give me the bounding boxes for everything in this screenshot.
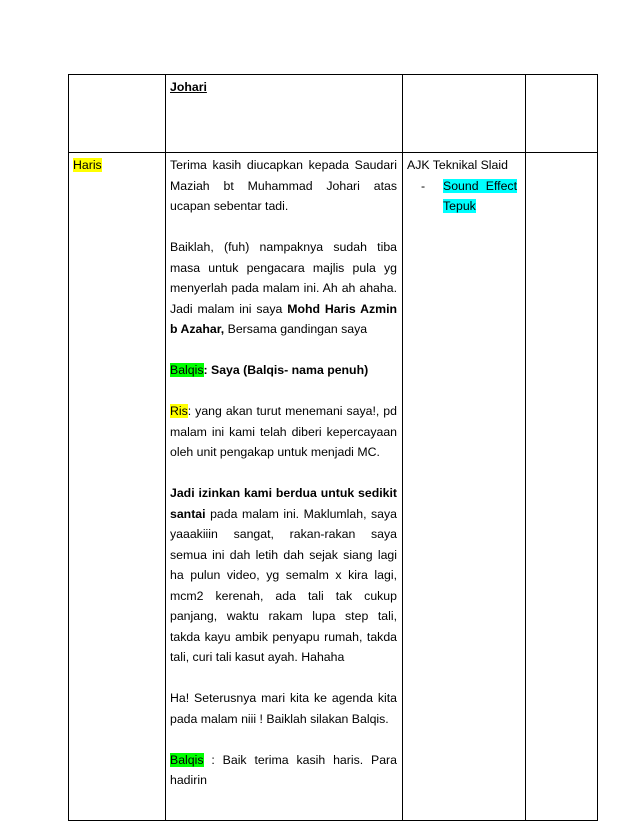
notes-cell-top [526, 75, 598, 153]
table-row [69, 75, 598, 153]
paragraph-text: Baiklah, (fuh) nampaknya sudah tiba masa untuk pengacara majlis pula yg menyerlah pada malam ini. Ah ah ahaha. Jadi malam ini saya [170, 240, 397, 316]
speaker-tag-ris: Ris [170, 404, 188, 418]
script-paragraph-2 [170, 237, 397, 340]
sound-effect-label: Sound Effect Tepuk [443, 178, 517, 213]
list-marker: - [421, 178, 426, 193]
crew-cell-top [403, 75, 526, 153]
script-paragraph-5 [170, 483, 397, 668]
speaker-cell [69, 153, 166, 821]
crew-label: AJK Teknikal Slaid [407, 158, 508, 172]
paragraph-text: : yang akan turut menemani saya!, pd malam ini kami telah diberi kepercayaan oleh unit pengakap untuk menjadi MC. [170, 404, 397, 459]
script-paragraph-6: Ha! Seterusnya mari kita ke agenda kita pada malam niii ! Baiklah silakan Balqis. [170, 691, 397, 726]
paragraph-text: : Baik terima kasih haris. Para hadirin [170, 752, 397, 787]
crew-item-text [443, 176, 517, 217]
speaker-name: Haris [73, 158, 102, 172]
paragraph-text: : Saya (Balqis- nama penuh) [203, 363, 369, 377]
script-table [68, 74, 598, 821]
script-paragraph-3 [170, 360, 397, 381]
speaker-cell-empty [69, 75, 166, 153]
paragraph-bold-text: Jadi izinkan kami berdua untuk sedikit santai [170, 486, 397, 521]
script-paragraph-1: Terima kasih diucapkan kepada Saudari Maziah bt Muhammad Johari atas ucapan sebentar tadi. [170, 158, 397, 213]
script-cell-top [166, 75, 403, 153]
table-row [69, 153, 598, 821]
crew-cell [403, 153, 526, 821]
script-paragraph-7 [170, 750, 397, 791]
paragraph-text: Bersama gandingan saya [224, 322, 368, 336]
paragraph-text: pada malam ini. Maklumlah, saya yaaakiiin sangat, rakan-rakan saya semua ini dah letih dah sejak siang lagi ha pulun video, yg semalm x kira lagi, mcm2 kerenah, ada tali tak cukup panjang, waktu rakam lupa step tali, takda kayu ambik penyapu rumah, takda tali, curi tali kasut ayah. Hahaha [170, 506, 397, 664]
speaker-tag-balqis: Balqis [170, 752, 204, 767]
notes-cell [526, 153, 598, 821]
mc-full-name: Mohd Haris Azmin b Azahar, [170, 301, 397, 336]
script-paragraph-4 [170, 401, 397, 463]
crew-list-item [421, 176, 520, 217]
script-cell [166, 153, 403, 821]
name-johari: Johari [170, 80, 207, 94]
speaker-tag-balqis: Balqis [170, 363, 204, 377]
